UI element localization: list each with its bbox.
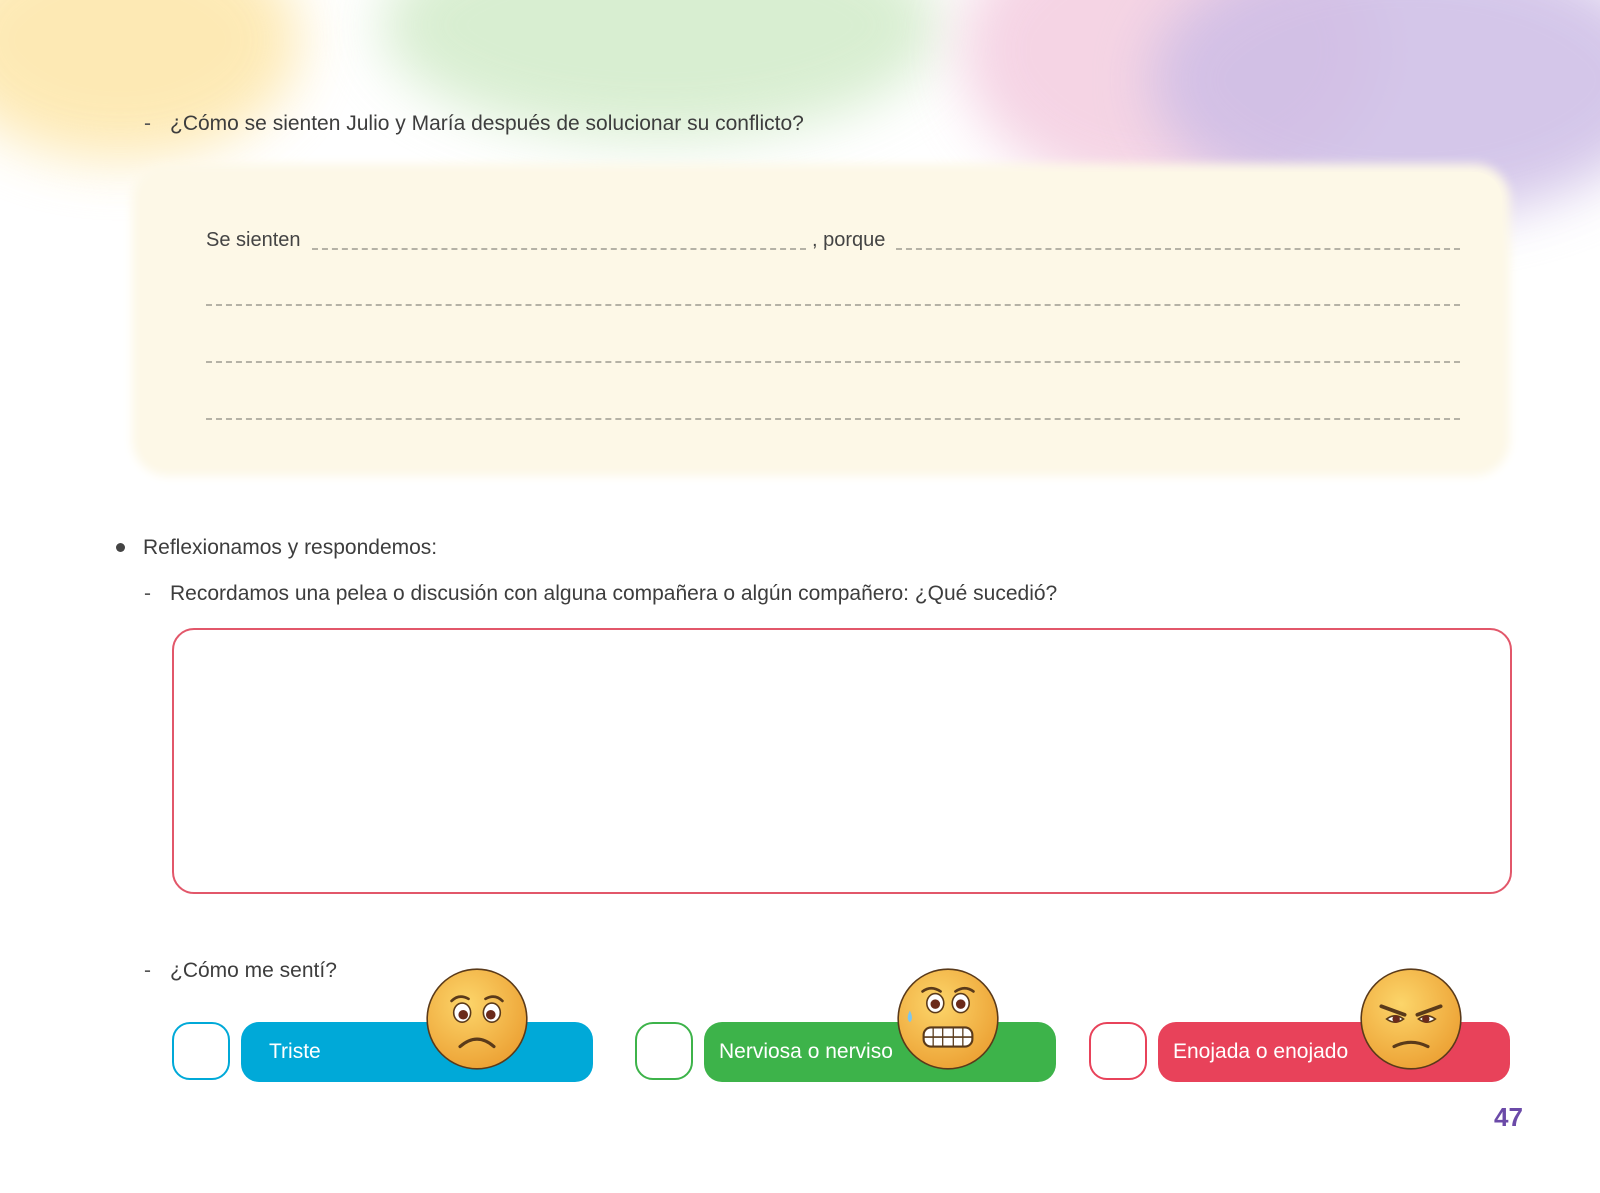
fill-in-connector: , porque (812, 229, 886, 251)
question-how-i-felt: - ¿Cómo me sentí? (144, 959, 337, 982)
watercolor-yellow (0, 0, 300, 160)
dash-marker: - (144, 582, 151, 605)
answer-line[interactable] (206, 361, 1460, 363)
option-triste[interactable] (241, 1022, 593, 1082)
answer-line-reason[interactable] (896, 248, 1460, 250)
option-label: Nerviosa o nerviso (719, 1040, 893, 1063)
checkbox-nerviosa[interactable] (635, 1022, 693, 1080)
fill-in-prefix: Se sienten (206, 229, 301, 251)
answer-area-feelings (140, 172, 1502, 468)
dash-marker: - (144, 959, 151, 982)
section-title: Reflexionamos y respondemos: (143, 536, 438, 559)
option-nerviosa[interactable] (704, 1022, 1056, 1082)
nervous-face-icon (895, 966, 1001, 1072)
question-feelings-after-conflict: - ¿Cómo se sienten Julio y María después de solucionar su conflicto? (144, 112, 804, 135)
answer-line-feeling[interactable] (312, 248, 806, 250)
answer-line[interactable] (206, 304, 1460, 306)
checkbox-enojada[interactable] (1089, 1022, 1147, 1080)
question-what-happened: - Recordamos una pelea o discusión con alguna compañera o algún compañero: ¿Qué sucedió? (144, 582, 1058, 605)
option-label: Enojada o enojado (1173, 1040, 1349, 1063)
angry-face-icon (1358, 966, 1464, 1072)
sad-face-icon (424, 966, 530, 1072)
option-label: Triste (269, 1040, 321, 1063)
dash-marker: - (144, 112, 151, 135)
page-number: 47 (1494, 1102, 1523, 1132)
answer-box-what-happened[interactable] (172, 628, 1512, 894)
answer-line[interactable] (206, 418, 1460, 420)
checkbox-triste[interactable] (172, 1022, 230, 1080)
bullet-point (116, 543, 125, 552)
